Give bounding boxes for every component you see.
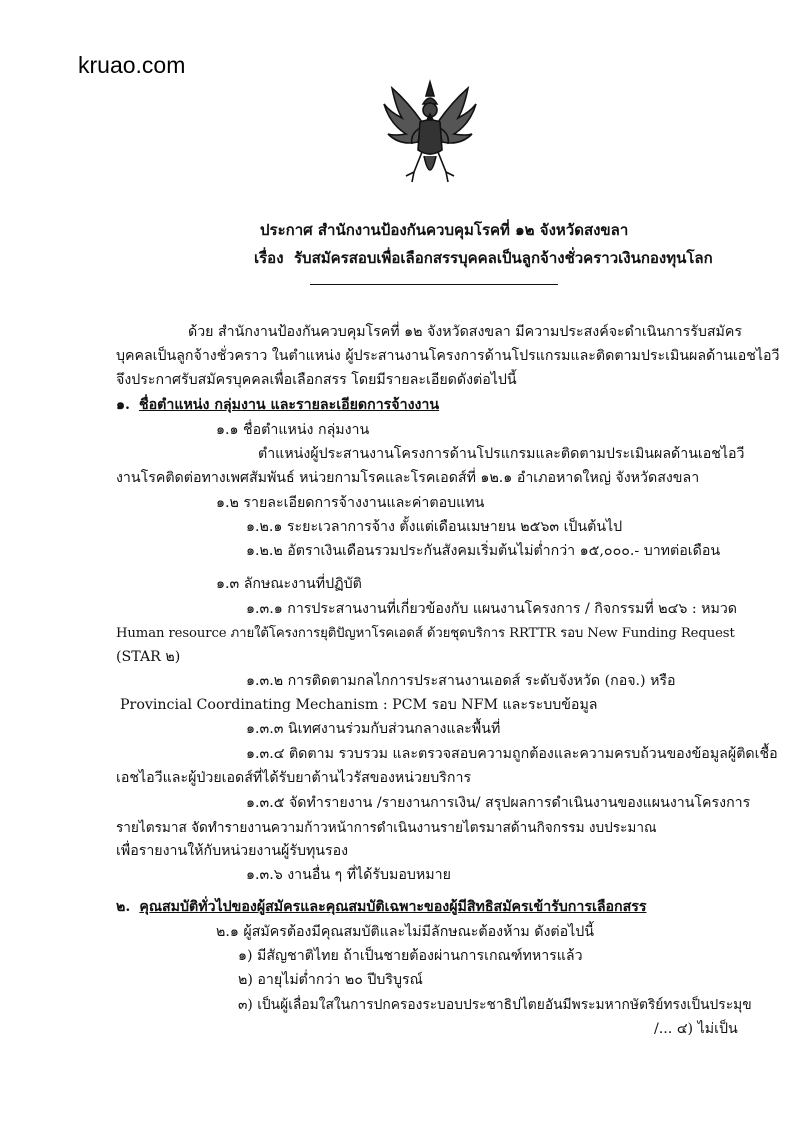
section-1-3-4-line-1: ๑.๓.๔ ติดตาม รวบรวม และตรวจสอบความถูกต้องและความครบถ้วนของข้อมูลผู้ติดเชื้อ <box>246 746 778 762</box>
intro-line-3: จึงประกาศรับสมัครบุคคลเพื่อเลือกสรร โดยมีรายละเอียดดังต่อไปนี้ <box>116 372 517 388</box>
intro-line-1: ด้วย สำนักงานป้องกันควบคุมโรคที่ ๑๒ จังหวัดสงขลา มีความประสงค์จะดำเนินการรับสมัคร <box>188 324 742 340</box>
page-continuation: /... ๔) ไม่เป็น <box>654 1021 738 1037</box>
section-1-3-4-line-2: เอชไอวีและผู้ป่วยเอดส์ที่ได้รับยาต้านไวรัสของหน่วยบริการ <box>116 770 472 786</box>
section-1-1-heading: ๑.๑ ชื่อตำแหน่ง กลุ่มงาน <box>216 422 370 438</box>
section-1-1-line-2: งานโรคติดต่อทางเพศสัมพันธ์ หน่วยกามโรคและโรคเอดส์ที่ ๑๒.๑ อำเภอหาดใหญ่ จังหวัดสงขลา <box>116 470 700 486</box>
section-1-title: ชื่อตำแหน่ง กลุ่มงาน และรายละเอียดการจ้างงาน <box>138 397 440 413</box>
subject-label: เรื่อง <box>254 249 284 267</box>
section-1-heading <box>116 394 439 416</box>
section-1-1-line-1: ตำแหน่งผู้ประสานงานโครงการด้านโปรแกรมและติดตามประเมินผลด้านเอชไอวี <box>258 446 745 462</box>
section-1-3-5-line-3: เพื่อรายงานให้กับหน่วยงานผู้รับทุนรอง <box>116 843 349 859</box>
garuda-emblem-icon <box>380 78 480 190</box>
section-1-3-5-line-1: ๑.๓.๕ จัดทำรายงาน /รายงานการเงิน/ สรุปผลการดำเนินงานของแผนงานโครงการ <box>246 795 751 811</box>
announcement-title: ประกาศ สำนักงานป้องกันควบคุมโรคที่ ๑๒ จังหวัดสงขลา <box>260 221 629 239</box>
section-1-number: ๑. <box>116 397 130 413</box>
section-1-3-6: ๑.๓.๖ งานอื่น ๆ ที่ได้รับมอบหมาย <box>246 867 451 883</box>
watermark-text: kruao.com <box>78 52 186 78</box>
section-2-1-heading: ๒.๑ ผู้สมัครต้องมีคุณสมบัติและไม่มีลักษณะต้องห้าม ดังต่อไปนี้ <box>216 924 594 940</box>
section-1-3-3: ๑.๓.๓ นิเทศงานร่วมกับส่วนกลางและพื้นที่ <box>246 721 501 737</box>
subject-text: รับสมัครสอบเพื่อเลือกสรรบุคคลเป็นลูกจ้างชั่วคราวเงินกองทุนโลก <box>293 249 713 267</box>
section-1-2-2: ๑.๒.๒ อัตราเงินเดือนรวมประกันสังคมเริ่มต้นไม่ต่ำกว่า ๑๕,๐๐๐.- บาทต่อเดือน <box>246 543 721 559</box>
section-1-2-heading: ๑.๒ รายละเอียดการจ้างงานและค่าตอบแทน <box>216 495 485 511</box>
intro-line-2: บุคคลเป็นลูกจ้างชั่วคราว ในตำแหน่ง ผู้ประสานงานโครงการด้านโปรแกรมและติดตามประเมินผลด้านเอชไอวี <box>116 348 780 364</box>
section-2-title: คุณสมบัติทั่วไปของผู้สมัครและคุณสมบัติเฉพาะของผู้มีสิทธิสมัครเข้ารับการเลือกสรร <box>139 899 647 915</box>
qualification-item: ๒) อายุไม่ต่ำกว่า ๒๐ ปีบริบูรณ์ <box>238 972 423 988</box>
section-1-3-2-line-2: Provincial Coordinating Mechanism : PCM รอบ NFM และระบบข้อมูล <box>120 697 598 713</box>
subject-line <box>254 246 713 270</box>
section-1-3-1-line-2: Human resource ภายใต้โครงการยุติปัญหาโรคเอดส์ ด้วยชุดบริการ RRTTR รอบ New Funding Request <box>116 626 735 641</box>
section-1-3-heading: ๑.๓ ลักษณะงานที่ปฏิบัติ <box>216 576 362 592</box>
title-divider <box>310 284 558 285</box>
section-2-heading <box>116 896 647 918</box>
section-1-3-1-line-1: ๑.๓.๑ การประสานงานที่เกี่ยวข้องกับ แผนงานโครงการ / กิจกรรมที่ ๒๔๖ : หมวด <box>246 601 738 617</box>
section-1-3-1-line-3: (STAR ๒) <box>116 649 181 665</box>
qualification-item: ๑) มีสัญชาติไทย ถ้าเป็นชายต้องผ่านการเกณฑ์ทหารแล้ว <box>238 948 583 964</box>
qualification-item: ๓) เป็นผู้เลื่อมใสในการปกครองระบอบประชาธิปไตยอันมีพระมหากษัตริย์ทรงเป็นประมุข <box>238 997 752 1013</box>
section-1-3-2-line-1: ๑.๓.๒ การติดตามกลไกการประสานงานเอดส์ ระดับจังหวัด (กอจ.) หรือ <box>246 673 676 689</box>
section-1-2-1: ๑.๒.๑ ระยะเวลาการจ้าง ตั้งแต่เดือนเมษายน ๒๕๖๓ เป็นต้นไป <box>246 519 623 535</box>
section-2-number: ๒. <box>116 899 131 915</box>
section-1-3-5-line-2: รายไตรมาส จัดทำรายงานความก้าวหน้าการดำเนินงานรายไตรมาสด้านกิจกรรม งบประมาณ <box>116 820 657 836</box>
